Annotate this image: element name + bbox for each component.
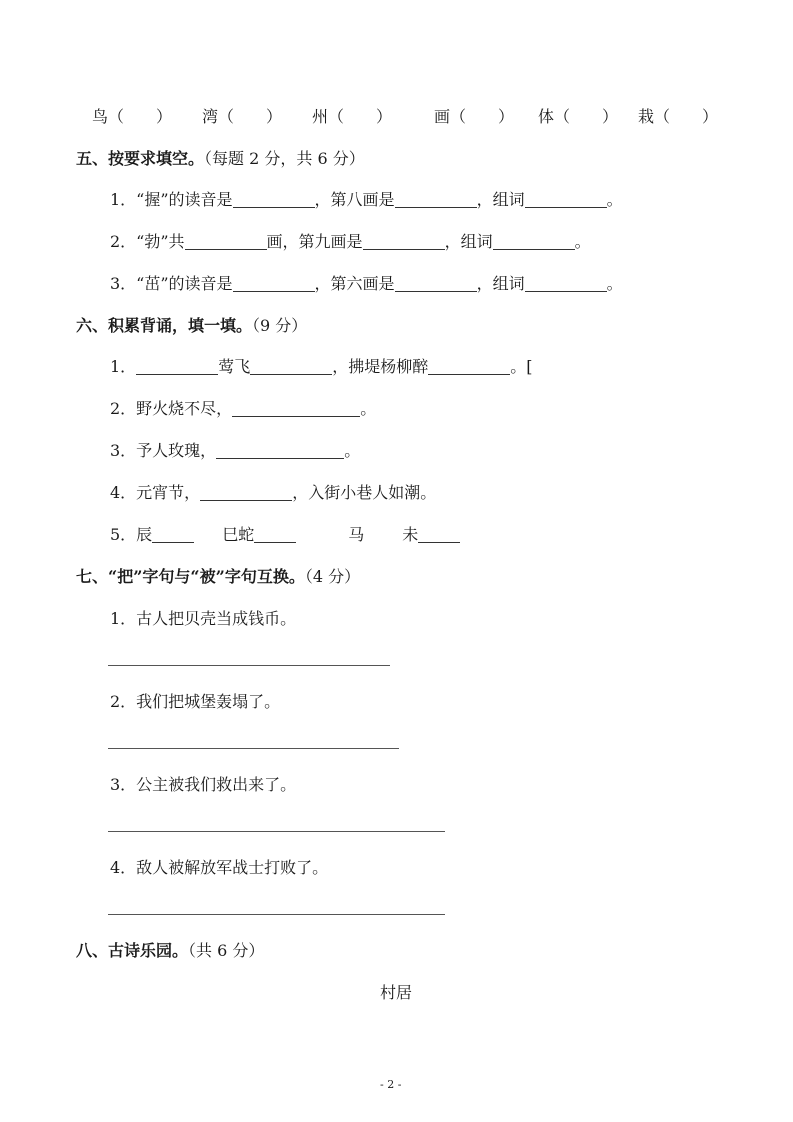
answer-line[interactable]	[108, 914, 445, 915]
answer-blank[interactable]	[428, 358, 510, 375]
item-text: ，组词	[476, 274, 525, 293]
item-text: 画，第九画是	[266, 232, 363, 251]
section-6-heading	[76, 315, 307, 337]
item-text: ，入街小巷人如潮。	[292, 483, 437, 502]
answer-blank[interactable]	[233, 275, 315, 292]
item-text: 2．野火烧不尽，	[110, 399, 233, 418]
section-title: 八、古诗乐园。	[76, 941, 189, 960]
item-text: 莺飞	[218, 357, 251, 376]
item-text: 4．元宵节，	[110, 483, 201, 502]
section-title: 五、按要求填空。	[76, 149, 205, 168]
answer-blank[interactable]	[395, 191, 477, 208]
answer-blank[interactable]	[216, 442, 344, 459]
section-score-note: （4 分）	[304, 567, 361, 586]
page-number: - 2 -	[380, 1078, 402, 1091]
section-score-note: （9 分）	[252, 316, 308, 335]
fill-cell[interactable]: 鸟（ ）	[92, 107, 173, 126]
item-text: 5．辰	[110, 525, 153, 544]
item-text: ，组词	[444, 232, 493, 251]
sec5-item-3	[110, 273, 623, 295]
item-text: ，拂堤杨柳醉	[332, 357, 429, 376]
section-7-heading	[76, 566, 360, 588]
answer-blank[interactable]	[525, 275, 607, 292]
section-score-note: （每题 2 分，共 6 分）	[204, 149, 365, 168]
fill-cell[interactable]: 湾（ ）	[202, 107, 283, 126]
answer-blank[interactable]	[363, 233, 445, 250]
item-text: 1．“握”的读音是	[110, 190, 233, 209]
sec7-item-1: 1．古人把贝壳当成钱币。	[110, 609, 297, 628]
answer-blank[interactable]	[232, 400, 360, 417]
answer-blank[interactable]	[395, 275, 477, 292]
fill-cell[interactable]: 栽（ ）	[638, 107, 719, 126]
sec7-item-2: 2．我们把城堡轰塌了。	[110, 692, 281, 711]
section-8-heading	[76, 940, 264, 962]
item-text: 。	[360, 399, 377, 418]
sec7-item-4: 4．敌人被解放军战士打败了。	[110, 858, 329, 877]
item-text: 巳蛇	[222, 525, 255, 544]
answer-blank[interactable]	[250, 358, 332, 375]
answer-blank[interactable]	[418, 526, 460, 543]
item-text: 3．予人玫瑰，	[110, 441, 217, 460]
item-text: 未	[402, 525, 419, 544]
item-text: 。	[574, 232, 591, 251]
sec6-item-2	[110, 398, 376, 420]
sec5-item-1	[110, 189, 623, 211]
item-text: 马	[348, 525, 365, 544]
item-text: ，组词	[476, 190, 525, 209]
item-text: 1．	[110, 357, 137, 376]
sec6-item-4	[110, 482, 436, 504]
item-text: 3．“茁”的读音是	[110, 274, 233, 293]
fill-cell[interactable]: 州（ ）	[312, 107, 393, 126]
answer-blank[interactable]	[493, 233, 575, 250]
answer-blank[interactable]	[185, 233, 267, 250]
sec5-item-2	[110, 231, 591, 253]
poem-title: 村居	[380, 983, 413, 1002]
sec6-item-3	[110, 440, 360, 462]
answer-blank[interactable]	[136, 358, 218, 375]
item-text: 。	[606, 190, 623, 209]
section-title: 六、积累背诵，填一填。	[76, 316, 253, 335]
answer-blank[interactable]	[152, 526, 194, 543]
section-5-heading	[76, 148, 365, 170]
sec6-item-1	[110, 356, 532, 378]
answer-blank[interactable]	[525, 191, 607, 208]
answer-line[interactable]	[108, 831, 445, 832]
item-text: ，第六画是	[314, 274, 395, 293]
section-score-note: （共 6 分）	[188, 941, 265, 960]
fill-cell[interactable]: 画（ ）	[434, 107, 515, 126]
answer-blank[interactable]	[254, 526, 296, 543]
answer-line[interactable]	[108, 665, 390, 666]
item-text: 。[	[510, 357, 533, 376]
item-text: 。	[344, 441, 361, 460]
sec7-item-3: 3．公主被我们救出来了。	[110, 775, 297, 794]
sec6-item-5	[110, 524, 460, 546]
fill-cell[interactable]: 体（ ）	[538, 107, 619, 126]
section-title: 七、“把”字句与“被”字句互换。	[76, 567, 305, 586]
item-text: ，第八画是	[314, 190, 395, 209]
answer-line[interactable]	[108, 748, 399, 749]
answer-blank[interactable]	[233, 191, 315, 208]
item-text: 。	[606, 274, 623, 293]
answer-blank[interactable]	[200, 484, 292, 501]
item-text: 2．“勃”共	[110, 232, 185, 251]
